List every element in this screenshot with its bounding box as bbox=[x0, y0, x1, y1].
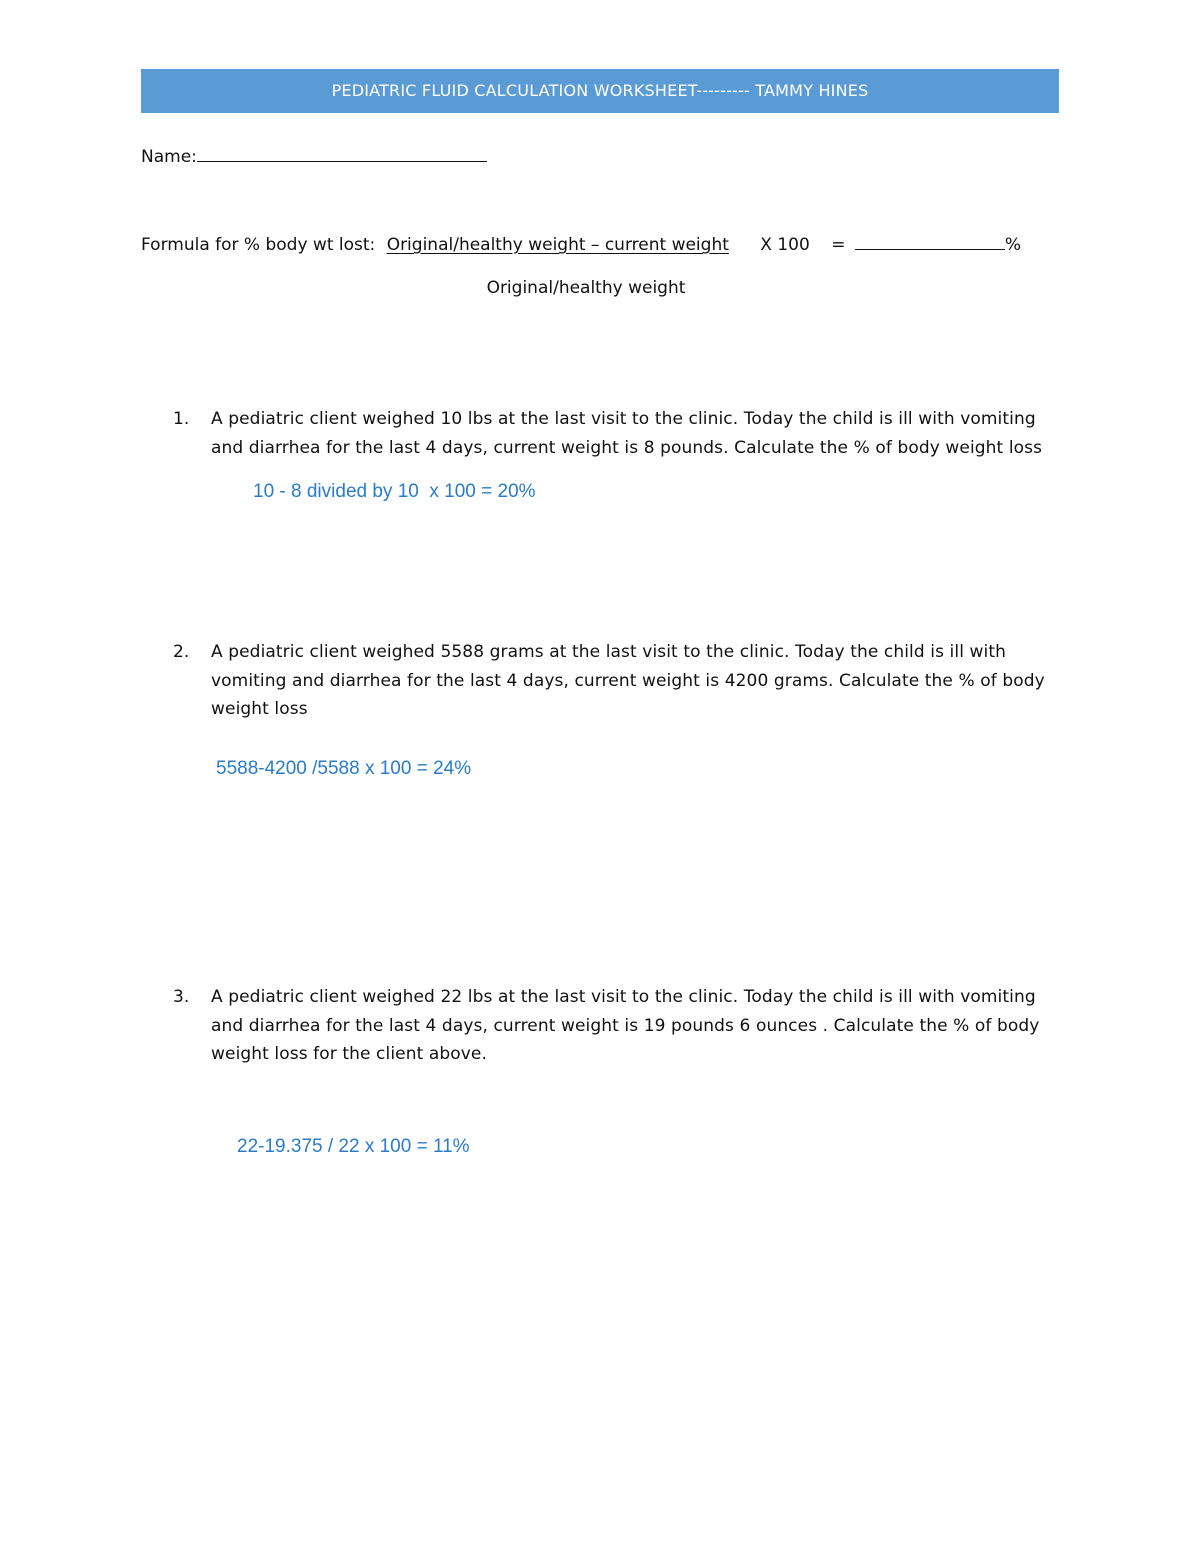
question-1 bbox=[173, 405, 1053, 462]
formula-numerator: Original/healthy weight – current weight bbox=[386, 235, 729, 255]
question-text: A pediatric client weighed 10 lbs at the last visit to the clinic. Today the child is ill with vomiting and diarrhea for the last 4 days, current weight is 8 pounds. Calculate the % of body weight loss bbox=[211, 409, 1043, 458]
question-text: A pediatric client weighed 5588 grams at the last visit to the clinic. Today the child is ill with vomiting and diarrhea for the last 4 days, current weight is 4200 grams. Calculate the % of body weight loss bbox=[211, 642, 1045, 719]
percent-answer-blank[interactable] bbox=[855, 231, 1005, 250]
question-number: 3. bbox=[173, 987, 190, 1007]
question-number: 1. bbox=[173, 409, 190, 429]
answer-3: 22-19.375 / 22 x 100 = 11% bbox=[237, 1136, 470, 1157]
answer-2: 5588-4200 /5588 x 100 = 24% bbox=[216, 758, 472, 779]
formula-equals: = bbox=[831, 235, 846, 255]
worksheet-title: PEDIATRIC FLUID CALCULATION WORKSHEET--------- TAMMY HINES bbox=[141, 69, 1059, 113]
name-label: Name: bbox=[141, 147, 197, 167]
question-text: A pediatric client weighed 22 lbs at the last visit to the clinic. Today the child is ill with vomiting and diarrhea for the last 4 days, current weight is 19 pounds 6 ounces . Calculate the % of body weight loss for the client above. bbox=[211, 987, 1040, 1064]
formula-percent-suffix: % bbox=[1004, 235, 1022, 255]
formula-denominator: Original/healthy weight bbox=[486, 278, 686, 298]
formula-multiplier: X 100 bbox=[760, 235, 810, 255]
question-2 bbox=[173, 638, 1053, 724]
name-field bbox=[141, 143, 487, 170]
formula-prefix: Formula for % body wt lost: bbox=[141, 235, 376, 255]
question-number: 2. bbox=[173, 642, 190, 662]
answer-1: 10 - 8 divided by 10 x 100 = 20% bbox=[253, 481, 536, 502]
name-blank[interactable] bbox=[197, 143, 487, 162]
question-3 bbox=[173, 983, 1053, 1069]
formula-line bbox=[141, 231, 1021, 258]
